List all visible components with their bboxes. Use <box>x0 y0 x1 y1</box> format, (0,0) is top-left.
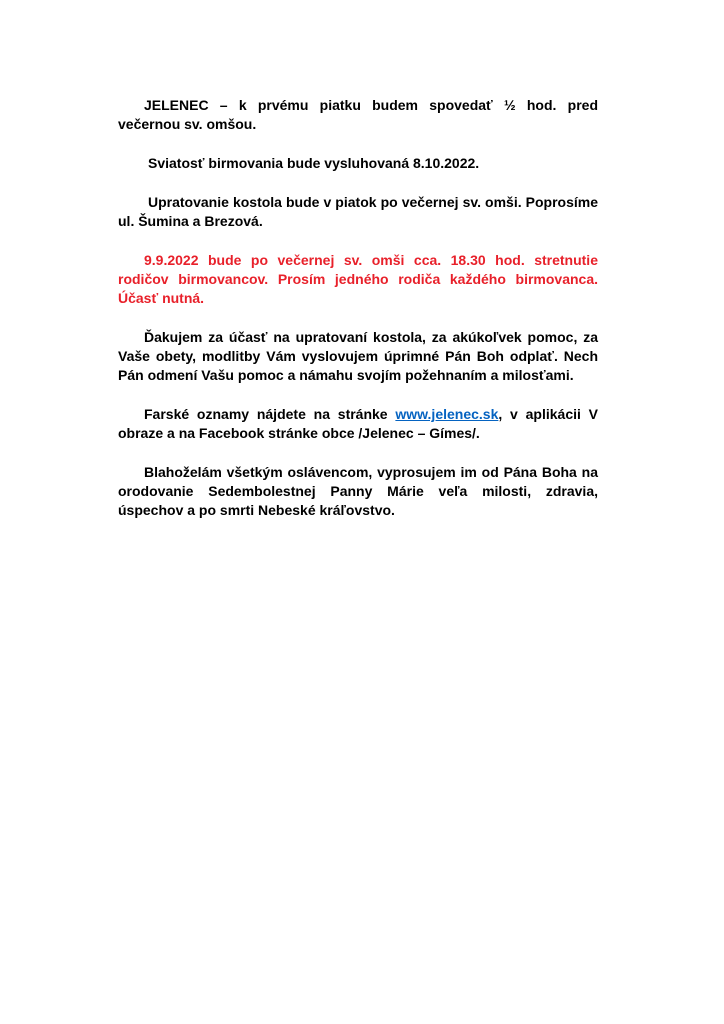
announcement-parish-notices <box>118 405 598 443</box>
parish-notices-text-after: , v aplikácii V obraze a na Facebook stránke obce /Jelenec – Gímes/. <box>118 406 599 441</box>
announcement-congratulations: Blahoželám všetkým oslávencom, vyprosujem im od Pána Boha na orodovanie Sedembolestnej Panny Márie veľa milosti, zdravia, úspechov a po smrti Nebeské kráľovstvo. <box>118 464 598 518</box>
announcement-thanks: Ďakujem za účasť na upratovaní kostola, za akúkoľvek pomoc, za Vaše obety, modlitby Vám vyslovujem úprimné Pán Boh odplať. Nech Pán odmení Vašu pomoc a námahu svojím požehnaním a milosťami. <box>118 329 598 383</box>
website-link[interactable]: www.jelenec.sk <box>395 406 499 422</box>
document-page <box>118 96 598 540</box>
parish-notices-text-before: Farské oznamy nájdete na stránke <box>144 406 396 422</box>
announcement-confirmation-date: Sviatosť birmovania bude vysluhovaná 8.10.2022. <box>148 155 480 171</box>
announcement-church-cleaning: Upratovanie kostola bude v piatok po večernej sv. omši. Poprosíme ul. Šumina a Brezová. <box>118 194 598 229</box>
announcement-parents-meeting: 9.9.2022 bude po večernej sv. omši cca. 18.30 hod. stretnutie rodičov birmovancov. Prosím jedného rodiča každého birmovanca. Účasť nutná. <box>118 252 598 306</box>
announcement-confession: JELENEC – k prvému piatku budem spovedať ½ hod. pred večernou sv. omšou. <box>118 97 598 132</box>
